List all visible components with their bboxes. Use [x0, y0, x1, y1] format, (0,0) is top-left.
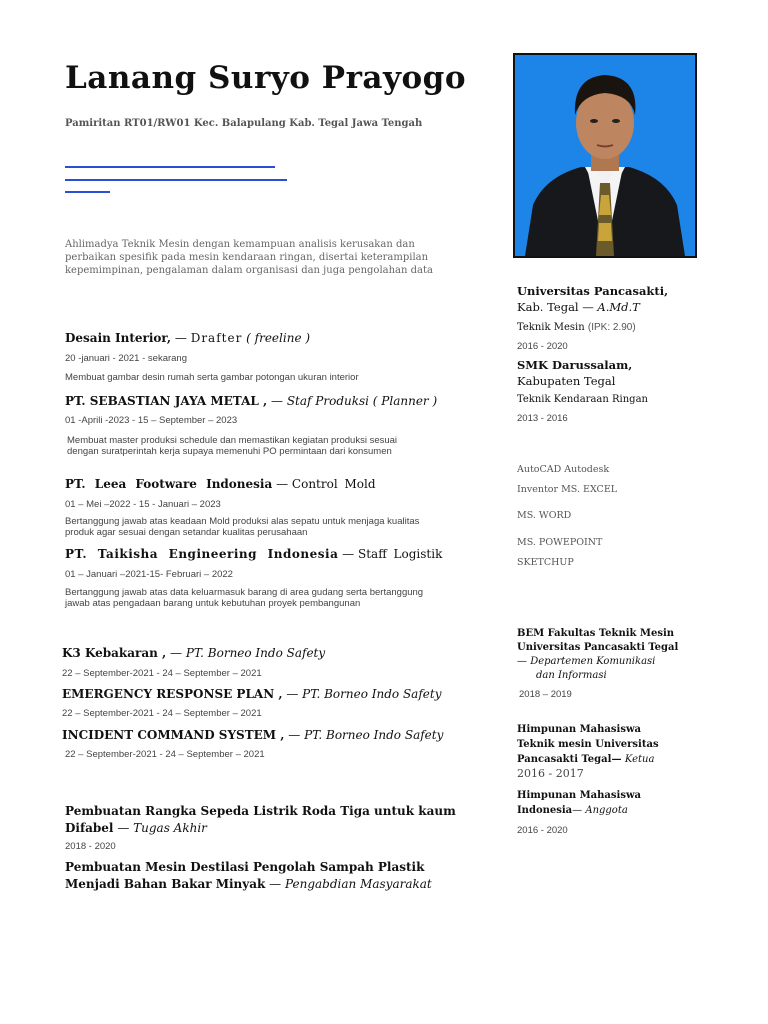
address: Pamiritan RT01/RW01 Kec. Balapulang Kab. Tegal Jawa Tengah: [65, 118, 423, 129]
certification-1-date: 22 – September-2021 - 24 – September – 2021: [62, 668, 262, 679]
experience-item-1-desc: Membuat gambar desin rumah serta gambar potongan ukuran interior: [65, 372, 359, 383]
education-1-school: Universitas Pancasakti, Kab. Tegal — A.Md.T: [517, 284, 669, 314]
skill-4: MS. POWEPOINT: [517, 537, 603, 548]
experience-item-3-date: 01 – Mei –2022 - 15 - Januari – 2023: [65, 499, 221, 510]
profile-photo: [513, 53, 697, 258]
contact-link-3[interactable]: [65, 191, 110, 193]
organization-1: BEM Fakultas Teknik Mesin Universitas Pancasakti Tegal — Departemen Komunikasi dan Informasi: [517, 628, 679, 681]
certification-3-title: INCIDENT COMMAND SYSTEM , — PT. Borneo Indo Safety: [62, 728, 444, 742]
organization-1-date: 2018 – 2019: [519, 689, 572, 700]
experience-item-2-desc: Membuat master produksi schedule dan memastikan kegiatan produksi sesuai dengan suratperintah kerja supaya memenuhi PO permintaan dari konsumen: [67, 435, 398, 457]
education-1-major: Teknik Mesin (IPK: 2.90): [517, 322, 636, 333]
skill-2: Inventor MS. EXCEL: [517, 484, 618, 495]
experience-item-3-desc: Bertanggung jawab atas keadaan Mold produksi alas sepatu untuk menjaga kualitas produk agar sesuai dengan setandar kualitas perusahaan: [65, 516, 420, 538]
experience-item-2-title: PT. SEBASTIAN JAYA METAL , — Staf Produksi ( Planner ): [65, 394, 438, 408]
experience-item-4-title: PT. Taikisha Engineering Indonesia — Staff Logistik: [65, 547, 443, 561]
organization-3: Himpunan Mahasiswa Indonesia— Anggota: [517, 790, 642, 816]
education-1-date: 2016 - 2020: [517, 341, 568, 352]
certification-3-date: 22 – September-2021 - 24 – September – 2021: [65, 749, 265, 760]
profile-summary: Ahlimadya Teknik Mesin dengan kemampuan analisis kerusakan dan perbaikan spesifik pada mesin kendaraan ringan, disertai keterampilan kepemimpinan, pengalaman dalam organisasi dan juga pengolahan data: [65, 239, 433, 276]
organization-2: Himpunan Mahasiswa Teknik mesin Universitas Pancasakti Tegal— Ketua: [517, 724, 659, 765]
organization-2-date: 2016 - 2017: [517, 767, 584, 780]
certification-2-date: 22 – September-2021 - 24 – September – 2021: [62, 708, 262, 719]
project-2-title: Pembuatan Mesin Destilasi Pengolah Sampah Plastik Menjadi Bahan Bakar Minyak — Pengabdian Masyarakat: [65, 860, 432, 891]
contact-link-1[interactable]: [65, 166, 275, 168]
certification-2-title: EMERGENCY RESPONSE PLAN , — PT. Borneo Indo Safety: [62, 687, 442, 701]
contact-link-2[interactable]: [65, 179, 287, 181]
skill-3: MS. WORD: [517, 510, 572, 521]
skill-1: AutoCAD Autodesk: [517, 464, 610, 475]
experience-item-1-date: 20 -januari - 2021 - sekarang: [65, 353, 187, 364]
project-1-title: Pembuatan Rangka Sepeda Listrik Roda Tiga untuk kaum Difabel — Tugas Akhir: [65, 804, 456, 835]
education-2-date: 2013 - 2016: [517, 413, 568, 424]
resume-name: Lanang Suryo Prayogo: [65, 60, 467, 96]
education-2-major: Teknik Kendaraan Ringan: [517, 394, 648, 405]
experience-item-3-title: PT. Leea Footware Indonesia — Control Mold: [65, 477, 376, 491]
experience-item-4-desc: Bertanggung jawab atas data keluarmasuk barang di area gudang serta bertanggung jawab atas pengadaan barang untuk kebutuhan proyek pembangunan: [65, 587, 424, 609]
project-1-date: 2018 - 2020: [65, 841, 116, 852]
skill-5: SKETCHUP: [517, 557, 574, 568]
organization-3-date: 2016 - 2020: [517, 825, 568, 836]
education-2-school: SMK Darussalam, Kabupaten Tegal: [517, 358, 633, 388]
experience-item-2-date: 01 -Aprili -2023 - 15 – September – 2023: [65, 415, 238, 426]
experience-item-4-date: 01 – Januari –2021-15- Februari – 2022: [65, 569, 233, 580]
certification-1-title: K3 Kebakaran , — PT. Borneo Indo Safety: [62, 646, 326, 660]
experience-item-1-title: Desain Interior, — Drafter ( freeline ): [65, 331, 311, 345]
